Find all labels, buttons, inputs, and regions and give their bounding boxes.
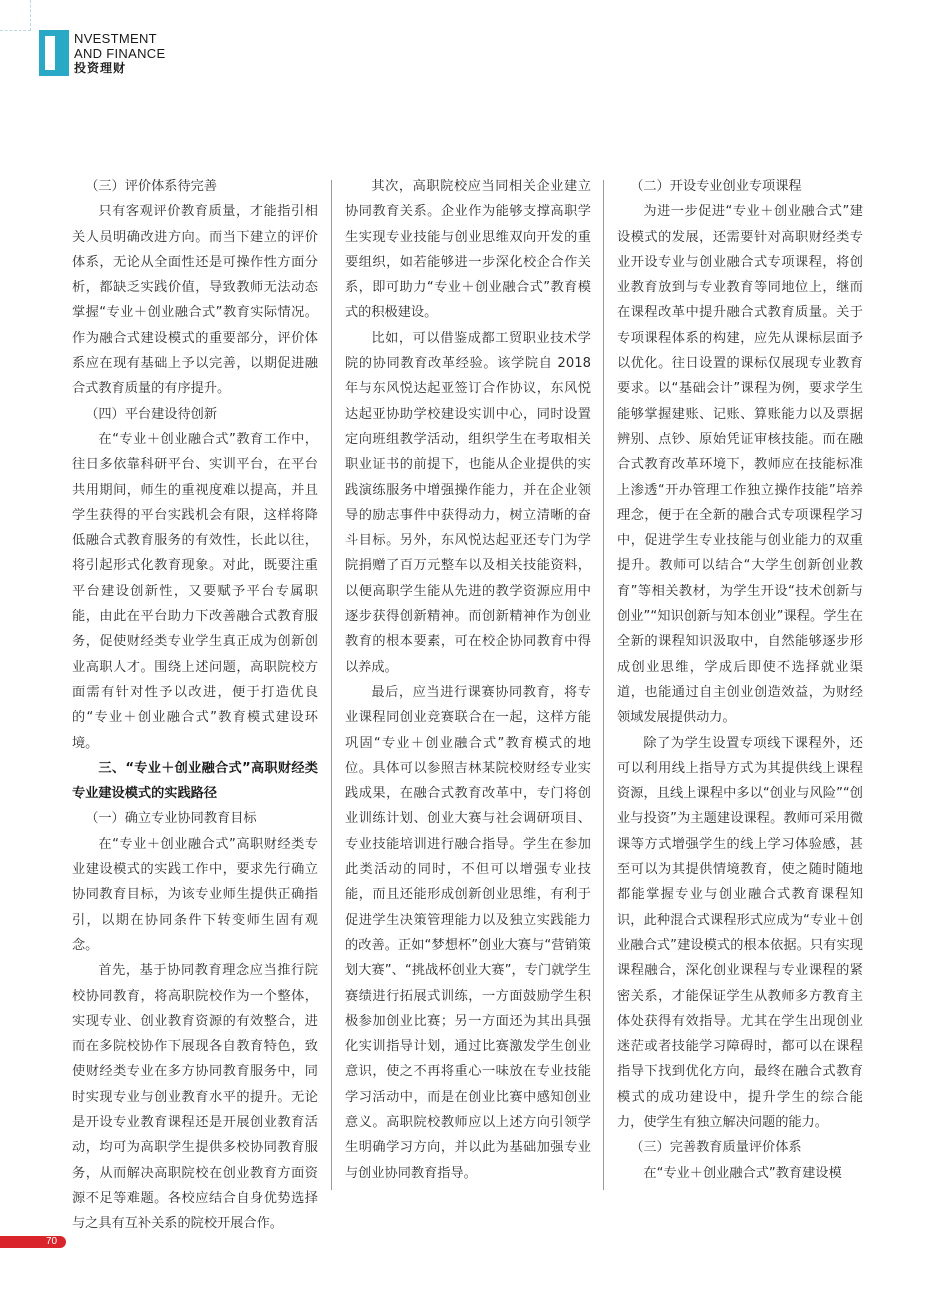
text-column-2 <box>345 174 591 1186</box>
page-number: 70 <box>46 1236 58 1247</box>
section-subheading: （三）评价体系待完善 <box>85 179 218 194</box>
column-divider <box>331 180 332 1190</box>
body-paragraph: 为进一步促进“专业＋创业融合式”建设模式的发展，还需要针对高职财经类专业开设专业与创业融合式专项课程，将创业教育放到与专业教育等同地位上，继而在课程改革中提升融合式教育质量。关于专项课程体系的构建，应先从课标层面予以优化。往日设置的课标仅展现专业教育要求。以“基础会计”课程为例，要求学生能够掌握建账、记账、算账能力以及票据辨别、点钞、原始凭证审核技能。而在融合式教育改革环境下，教师应在技能标准上渗透“开办管理工作独立操作技能”培养理念，便于在全新的融合式专项课程学习中，促进学生专业技能与创业能力的双重提升。教师可以结合“大学生创新创业教育”等相关教材，为学生开设“技术创新与创业”“知识创新与知本创业”课程。学生在全新的课程知识汲取中，自然能够逐步形成创业思维，学成后即使不选择就业渠道，也能通过自主创业创造效益，为财经领域发展提供动力。 <box>617 204 863 726</box>
corner-crop-mark <box>0 0 31 31</box>
body-paragraph: 比如，可以借鉴成都工贸职业技术学院的协同教育改革经验。该学院自 2018 年与东风悦达起亚签订合作协议，东风悦达起亚协助学校建设实训中心，同时设置定向班组教学活动，组织学生在考取相关职业证书的前提下，也能从企业提供的实践演练服务中增强操作能力，并在企业领导的励志事件中获得动力，树立清晰的奋斗目标。另外，东风悦达起亚还专门为学院捐赠了百万元整车以及相关技能资料，以便高职学生能从先进的教学资源应用中逐步获得创新精神。而创新精神作为创业教育的根本要素，可在校企协同教育中得以养成。 <box>345 330 591 675</box>
body-paragraph: 在“专业＋创业融合式”教育建设模 <box>643 1165 842 1181</box>
magazine-logo <box>28 28 228 78</box>
section-subheading: （四）平台建设待创新 <box>85 406 218 422</box>
body-paragraph: 在“专业＋创业融合式”高职财经类专业建设模式的实践工作中，要求先行确立协同教育目标，为该专业师生提供正确指引，以期在协同条件下转变师生固有观念。 <box>72 836 318 953</box>
body-paragraph: 其次，高职院校应当同相关企业建立协同教育关系。企业作为能够支撑高职学生实现专业技能与创业思维双向开发的重要组织，如若能够进一步深化校企合作关系，即可助力“专业＋创业融合式”教育模式的积极建设。 <box>345 179 591 321</box>
logo-letter-mark <box>39 30 69 76</box>
section-subheading: （二）开设专业创业专项课程 <box>630 179 802 194</box>
section-subheading: （一）确立专业协同教育目标 <box>85 811 257 827</box>
body-paragraph: 最后，应当进行课赛协同教育，将专业课程同创业竞赛联合在一起，这样方能巩固“专业＋创业融合式”教育模式的地位。具体可以参照吉林某院校财经专业实践成果，在融合式教育改革中，专门将创业训练计划、创业大赛与社会调研项目、专业技能培训进行融合指导。学生在参加此类活动的同时，不但可以增强专业技能，而且还能形成创新创业思维，有利于促进学生决策管理能力以及独立实践能力的改善。正如“梦想杯”创业大赛与“营销策划大赛”、“挑战杯创业大赛”，专门就学生赛绩进行拓展式训练，一方面鼓励学生积极参加创业比赛；另一方面还为其出具强化实训指导计划，通过比赛激发学生创业意识，使之不再将重心一味放在专业技能学习活动中，而是在创业比赛中感知创业意义。高职院校教师应以上述方向引领学生明确学习方向，并以此为基础加强专业与创业协同教育指导。 <box>345 684 591 1181</box>
body-paragraph: 除了为学生设置专项线下课程外，还可以利用线上指导方式为其提供线上课程资源，且线上课程中多以“创业与风险”“创业与投资”为主题建设课程。教师可采用微课等方式增强学生的线上学习体验感，甚至可以为其提供情境教育，使之随时随地都能掌握专业与创业融合式教育课程知识，此种混合式课程形式应成为“专业＋创业融合式”建设模式的根本依据。只有实现课程融合，深化创业课程与专业课程的紧密关系，才能保证学生从教师多方教育主体处获得有效指导。尤其在学生出现创业迷茫或者技能学习障碍时，都可以在课程指导下找到优化方向，最终在融合式教育模式的成功建设中，提升学生的综合能力，使学生有独立解决问题的能力。 <box>617 735 863 1130</box>
text-column-3 <box>617 174 863 1186</box>
column-divider <box>603 180 604 1190</box>
section-heading: 三、“专业＋创业融合式”高职财经类专业建设模式的实践路径 <box>72 760 318 802</box>
text-column-1 <box>72 174 318 1236</box>
logo-text <box>74 31 165 76</box>
logo-line-investment: NVESTMENT <box>74 31 157 46</box>
body-paragraph: 首先，基于协同教育理念应当推行院校协同教育，将高职院校作为一个整体，实现专业、创业教育资源的有效整合，进而在多院校协作下展现各自教育特色，致使财经类专业在多方协同教育服务中，同时实现专业与创业教育水平的提升。无论是开设专业教育课程还是开展创业教育活动，均可为高职学生提供多校协同教育服务，从而解决高职院校在创业教育方面资源不足等难题。各校应结合自身优势选择与之具有互补关系的院校开展合作。 <box>72 963 318 1232</box>
body-paragraph: 只有客观评价教育质量，才能指引相关人员明确改进方向。而当下建立的评价体系，无论从全面性还是可操作性方面分析，都缺乏实践价值，导致教师无法动态掌握“专业＋创业融合式”教育实际情况。作为融合式建设模式的重要部分，评价体系应在现有基础上予以完善，以期促进融合式教育质量的有序提升。 <box>72 204 318 397</box>
body-paragraph: 在“专业＋创业融合式”教育工作中，往日多依靠科研平台、实训平台，在平台共用期间，师生的重视度难以提高，并且学生获得的平台实践机会有限，这样将降低融合式教育服务的有效性，长此以往，将引起形式化教育现象。对此，既要注重平台建设创新性，又要赋予平台专属职能，由此在平台助力下改善融合式教育服务，促使财经类专业学生真正成为创新创业高职人才。围绕上述问题，高职院校方面需有针对性予以改进，便于打造优良的“专业＋创业融合式”教育模式建设环境。 <box>72 431 318 751</box>
logo-line-finance: AND FINANCE <box>74 46 166 61</box>
section-subheading: （三）完善教育质量评价体系 <box>630 1140 802 1156</box>
logo-line-chinese: 投资理财 <box>74 61 127 75</box>
